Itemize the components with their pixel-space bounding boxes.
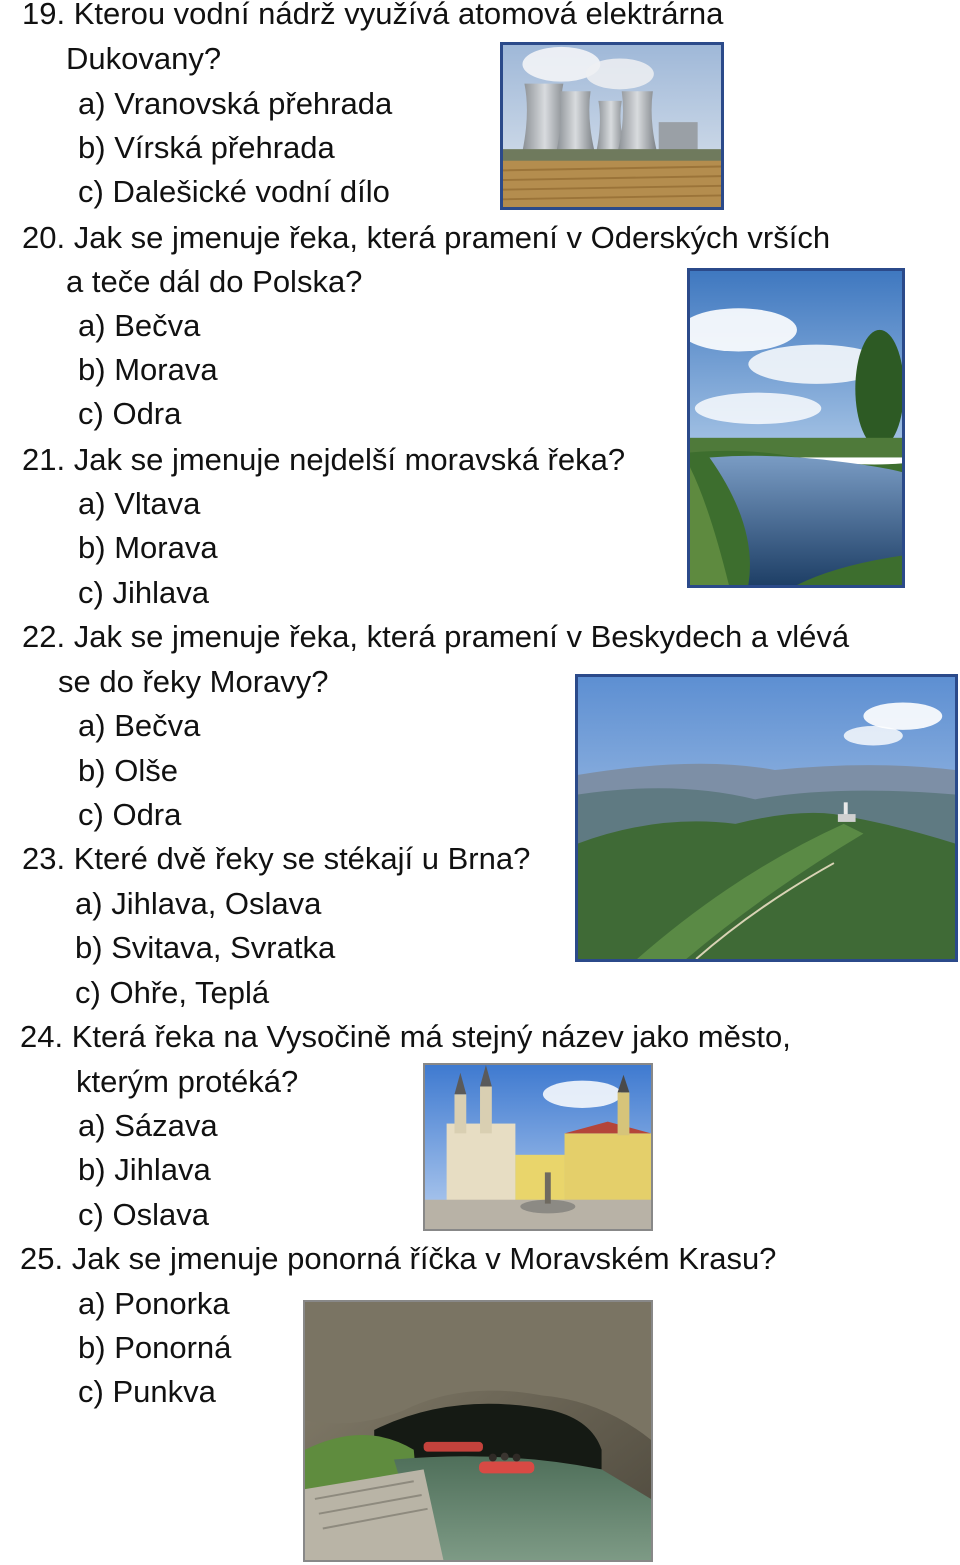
q22-option-b [78,751,178,791]
q22-line-1 [22,617,849,657]
option-letter: b) [78,753,106,788]
option-text: Odra [112,396,182,431]
q20-line-1 [22,218,830,258]
q24-option-b [78,1150,211,1190]
cave-illustration [305,1302,651,1560]
q20-option-b [78,350,218,390]
q25-text-1: Jak se jmenuje ponorná říčka v Moravském Krasu? [71,1241,777,1276]
option-letter: c) [78,174,104,209]
mountains-illustration [578,677,955,959]
option-text: Bečva [114,308,201,343]
q25-number: 25. [20,1241,64,1276]
q19-option-a [78,84,392,124]
q19-option-b [78,128,335,168]
q23-number: 23. [22,841,66,876]
option-text: Vranovská přehrada [114,86,393,121]
q20-text-2: a teče dál do Polska? [66,264,363,299]
option-letter: c) [78,797,104,832]
option-text: Morava [114,530,218,565]
q22-option-c [78,795,181,835]
q24-number: 24. [20,1019,64,1054]
q25-option-b [78,1328,231,1368]
q23-option-a [75,884,321,924]
option-letter: c) [78,396,104,431]
option-text: Oslava [112,1197,209,1232]
q21-option-c [78,573,209,613]
option-text: Jihlava [112,575,209,610]
option-letter: a) [78,708,106,743]
q21-option-a [78,484,200,524]
q22-option-a [78,706,200,746]
cave-boats-photo [303,1300,653,1562]
option-letter: a) [78,86,106,121]
q20-option-c [78,394,181,434]
q23-option-c [75,973,269,1013]
q22-number: 22. [22,619,66,654]
q20-option-a [78,306,200,346]
q19-line-1 [22,0,723,34]
option-letter: b) [78,130,106,165]
option-letter: a) [78,1108,106,1143]
q21-text-1: Jak se jmenuje nejdelší moravská řeka? [73,442,626,477]
q23-option-b [75,928,335,968]
option-letter: a) [78,486,106,521]
option-letter: b) [78,352,106,387]
option-letter: a) [78,308,106,343]
q21-option-b [78,528,218,568]
q21-line-1 [22,440,625,480]
q25-option-a [78,1284,230,1324]
option-text: Morava [114,352,218,387]
option-text: Jihlava [114,1152,211,1187]
q23-text-1: Které dvě řeky se stékají u Brna? [73,841,531,876]
q21-number: 21. [22,442,66,477]
q19-option-c [78,172,390,212]
q25-option-c [78,1372,216,1412]
option-text: Dalešické vodní dílo [112,174,390,209]
river-landscape-photo [687,268,905,588]
option-text: Olše [114,753,178,788]
q22-text-2: se do řeky Moravy? [58,664,329,699]
option-text: Vltava [114,486,201,521]
option-letter: b) [78,1152,106,1187]
option-letter: a) [75,886,103,921]
option-text: Sázava [114,1108,218,1143]
mountains-photo [575,674,958,962]
q24-text-2: kterým protéká? [76,1064,299,1099]
option-letter: a) [78,1286,106,1321]
q24-option-a [78,1106,218,1146]
q22-text-1: Jak se jmenuje řeka, která pramení v Beskydech a vlévá [73,619,850,654]
nuclear-plant-photo [500,42,724,210]
option-text: Ohře, Teplá [109,975,270,1010]
option-letter: c) [78,1374,104,1409]
option-letter: c) [75,975,101,1010]
option-text: Bečva [114,708,201,743]
q24-line-1 [20,1017,791,1057]
option-text: Vírská přehrada [114,130,335,165]
q19-text-1: Kterou vodní nádrž využívá atomová elektrárna [73,0,724,31]
option-text: Punkva [112,1374,216,1409]
q24-option-c [78,1195,209,1235]
q25-line-1 [20,1239,776,1279]
q24-text-1: Která řeka na Vysočině má stejný název jako město, [71,1019,791,1054]
option-text: Ponorka [114,1286,230,1321]
q20-text-1: Jak se jmenuje řeka, která pramení v Oderských vrších [73,220,831,255]
town-square-illustration [425,1065,651,1229]
town-square-photo [423,1063,653,1231]
q19-number: 19. [22,0,66,31]
q20-number: 20. [22,220,66,255]
option-letter: b) [78,1330,106,1365]
option-letter: c) [78,575,104,610]
nuclear-plant-illustration [503,45,721,207]
option-text: Jihlava, Oslava [111,886,322,921]
option-letter: b) [75,930,103,965]
option-text: Odra [112,797,182,832]
option-text: Svitava, Svratka [111,930,336,965]
option-text: Ponorná [114,1330,232,1365]
q23-line-1 [22,839,530,879]
q19-text-2: Dukovany? [66,41,222,76]
river-illustration [690,271,902,585]
option-letter: c) [78,1197,104,1232]
option-letter: b) [78,530,106,565]
